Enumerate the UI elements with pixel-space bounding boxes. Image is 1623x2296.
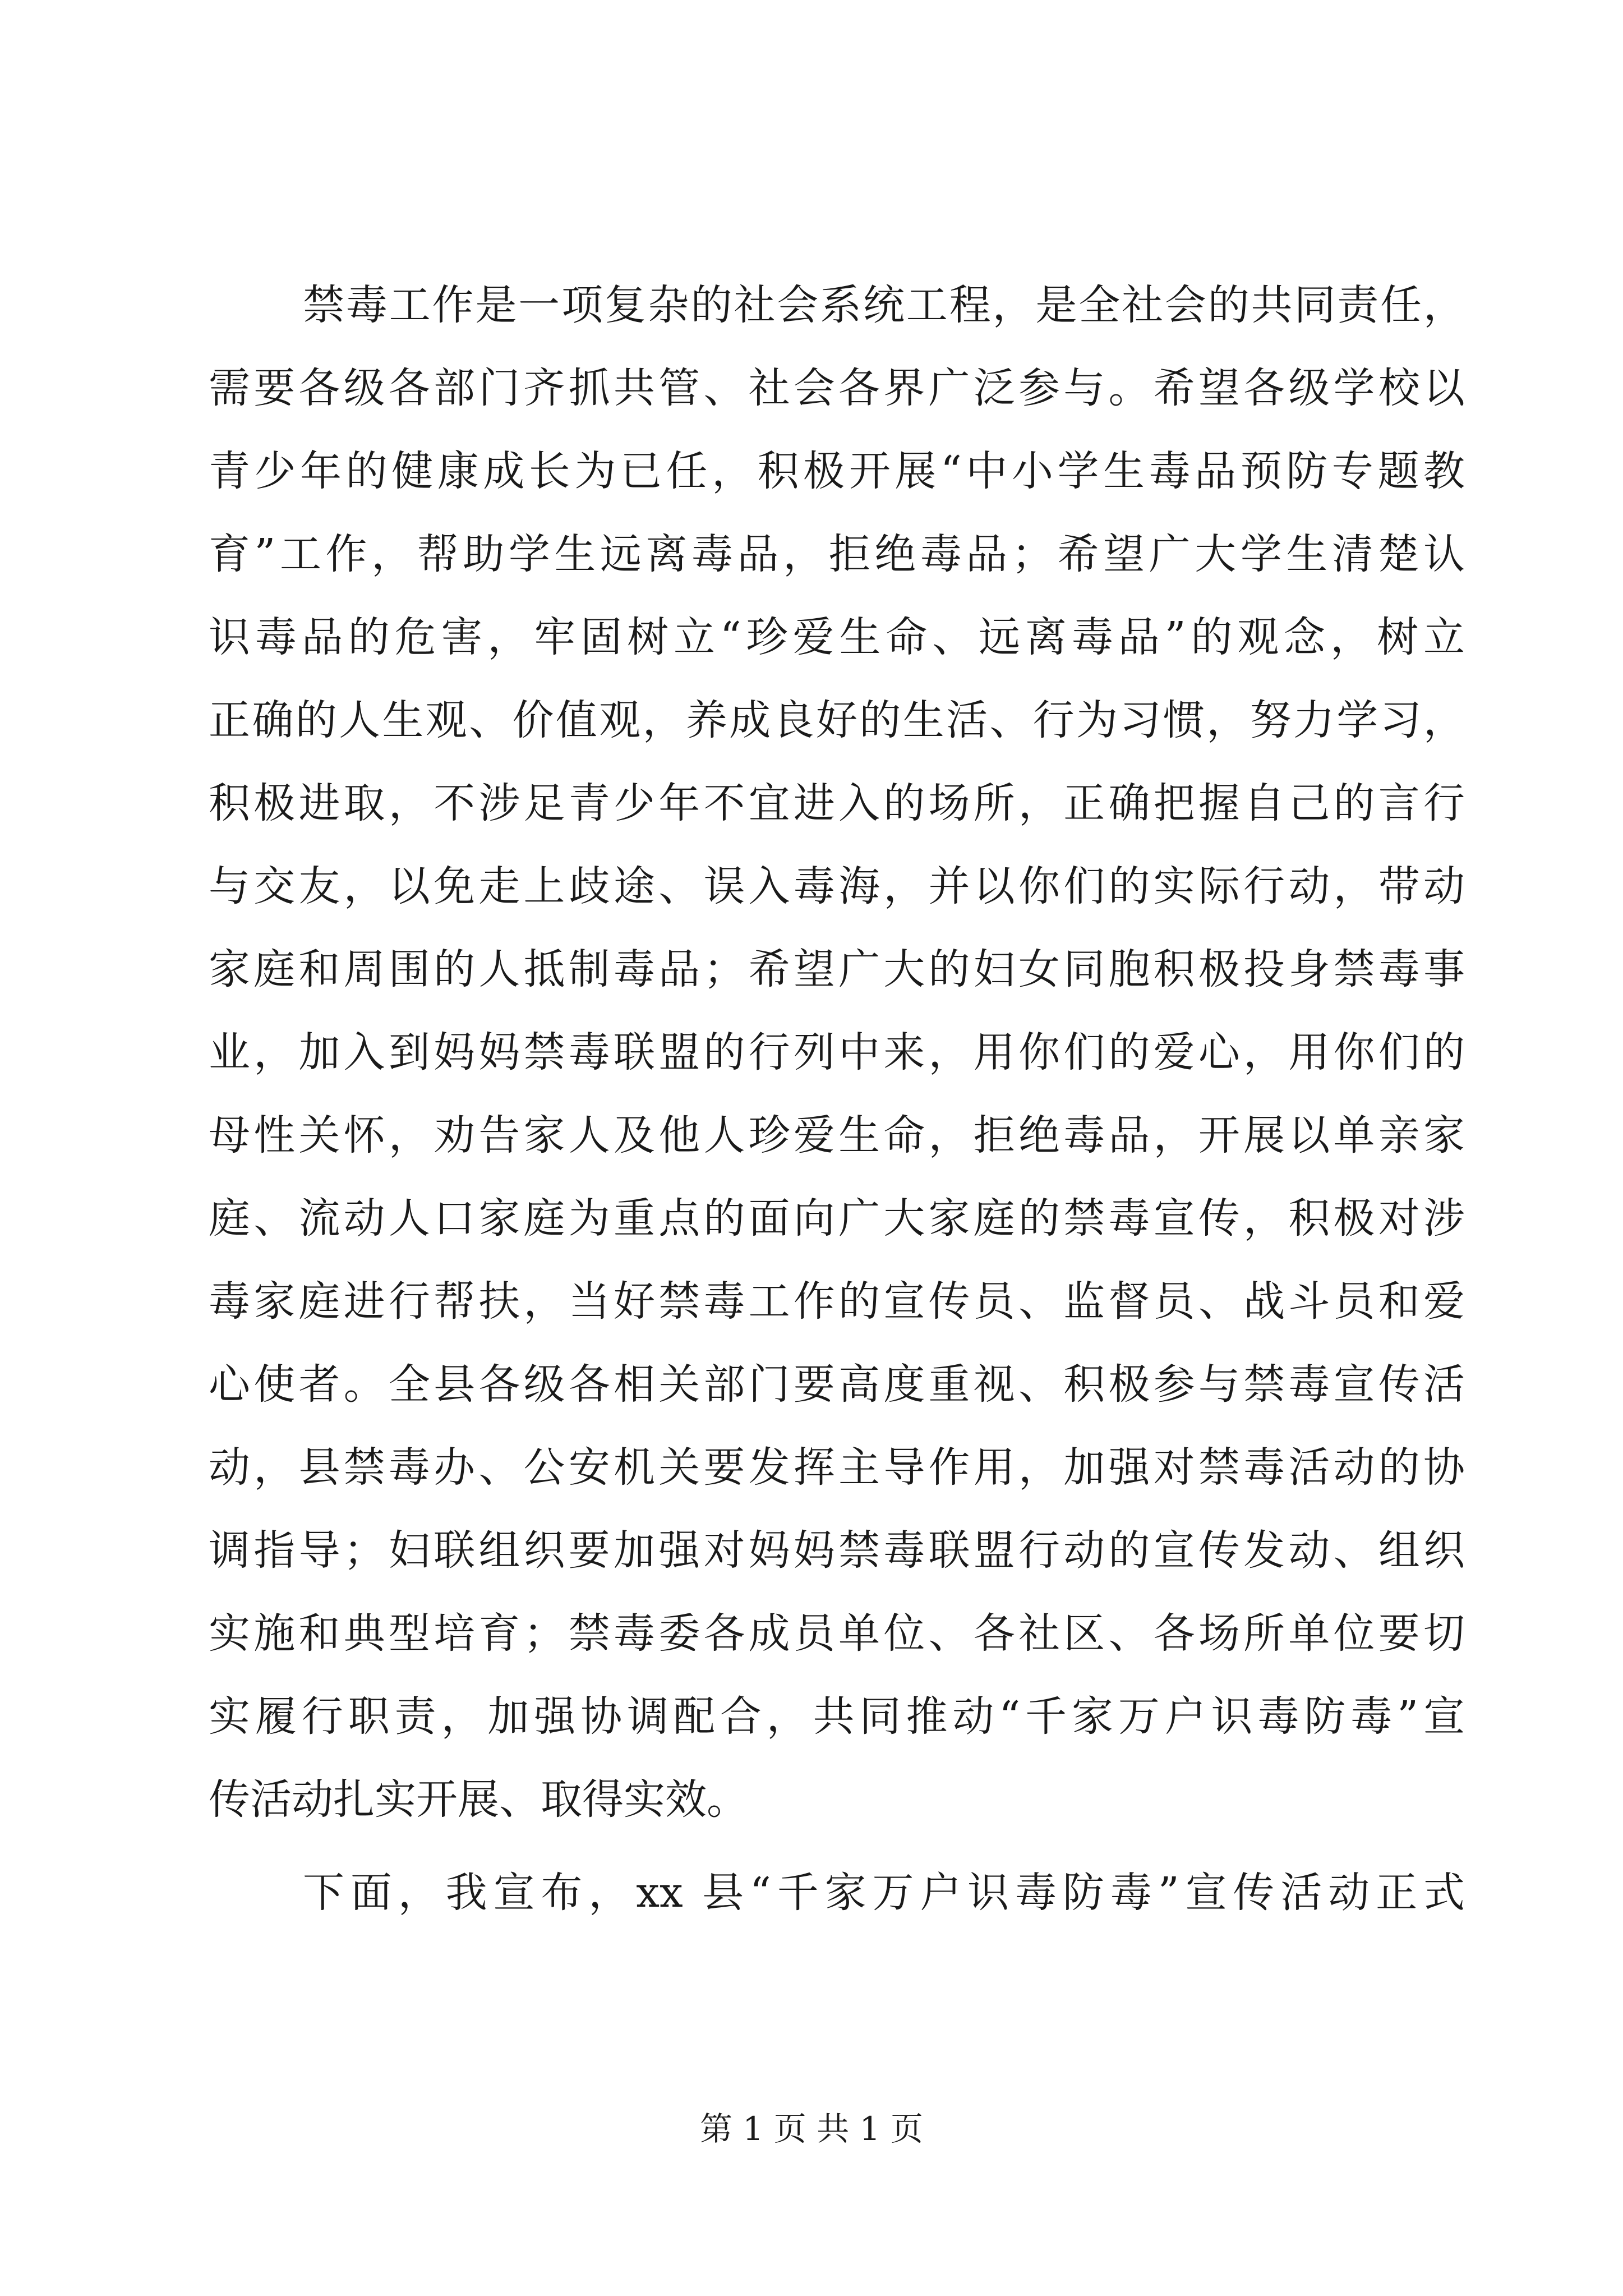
paragraph-line: 青少年的健康成长为已任，积极开展“中小学生毒品预防专题教 <box>209 447 1465 495</box>
paragraph-line: 调指导；妇联组织要加强对妈妈禁毒联盟行动的宣传发动、组织 <box>209 1526 1465 1575</box>
paragraph-line: 实施和典型培育；禁毒委各成员单位、各社区、各场所单位要切 <box>209 1609 1465 1658</box>
paragraph-line: 实履行职责，加强协调配合，共同推动“千家万户识毒防毒”宣 <box>209 1692 1465 1741</box>
paragraph-line: 需要各级各部门齐抓共管、社会各界广泛参与。希望各级学校以 <box>209 364 1465 412</box>
paragraph-gap <box>209 1841 1465 1851</box>
paragraph-line: 禁毒工作是一项复杂的社会系统工程，是全社会的共同责任， <box>303 281 1465 329</box>
paragraph-line: 育”工作，帮助学生远离毒品，拒绝毒品；希望广大学生清楚认 <box>209 530 1465 578</box>
paragraph-line: 积极进取，不涉足青少年不宜进入的场所，正确把握自己的言行 <box>209 779 1465 827</box>
paragraph-line: 心使者。全县各级各相关部门要高度重视、积极参与禁毒宣传活 <box>209 1360 1465 1409</box>
paragraph-line: 母性关怀，劝告家人及他人珍爱生命，拒绝毒品，开展以单亲家 <box>209 1111 1465 1159</box>
paragraph-line: 动，县禁毒办、公安机关要发挥主导作用，加强对禁毒活动的协 <box>209 1443 1465 1492</box>
paragraph-line: 正确的人生观、价值观，养成良好的生活、行为习惯，努力学习， <box>209 696 1465 744</box>
paragraph-line: 传活动扎实开展、取得实效。 <box>209 1775 748 1824</box>
paragraph-line: 下面，我宣布，xx 县“千家万户识毒防毒”宣传活动正式 <box>303 1869 1465 1917</box>
page-footer: 第 1 页 共 1 页 <box>700 2110 923 2148</box>
paragraph-line: 业，加入到妈妈禁毒联盟的行列中来，用你们的爱心，用你们的 <box>209 1028 1465 1076</box>
paragraph-line: 毒家庭进行帮扶，当好禁毒工作的宣传员、监督员、战斗员和爱 <box>209 1277 1465 1326</box>
document-body <box>209 264 1465 1934</box>
paragraph-line: 识毒品的危害，牢固树立“珍爱生命、远离毒品”的观念，树立 <box>209 613 1465 661</box>
paragraph-line: 家庭和周围的人抵制毒品；希望广大的妇女同胞积极投身禁毒事 <box>209 945 1465 993</box>
paragraph-line: 庭、流动人口家庭为重点的面向广大家庭的禁毒宣传，积极对涉 <box>209 1194 1465 1243</box>
paragraph-line: 与交友，以免走上歧途、误入毒海，并以你们的实际行动，带动 <box>209 862 1465 910</box>
